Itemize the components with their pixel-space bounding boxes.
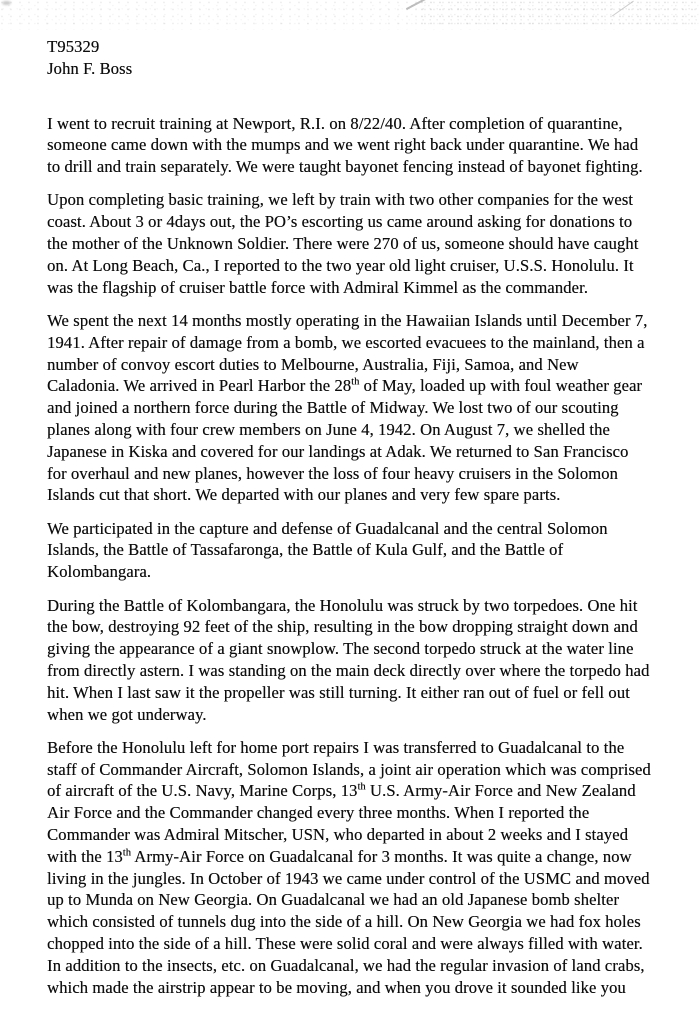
paragraph [47,737,674,999]
paragraph [47,595,674,726]
text-line: planes along with four crew members on June 4, 1942. On August 7, we shelled the [47,419,610,439]
text-line: number of convoy escort duties to Melbourne, Australia, Fiji, Samoa, and New [47,354,579,374]
text-line: staff of Commander Aircraft, Solomon Islands, a joint air operation which was comprised [47,759,651,779]
text-line: chopped into the side of a hill. These were solid coral and were always filled with water. [47,933,643,953]
text-line: the bow, destroying 92 feet of the ship, resulting in the bow dropping straight down and [47,617,638,637]
scan-noise-artifact [420,0,700,26]
text-line: which consisted of tunnels dug into the side of a hill. On New Georgia we had fox holes [47,912,641,932]
scan-scratch-artifact [612,1,634,17]
text-line: We participated in the capture and defense of Guadalcanal and the central Solomon [47,518,608,538]
text-line: During the Battle of Kolombangara, the Honolulu was struck by two torpedoes. One hit [47,595,638,615]
text-line: to drill and train separately. We were taught bayonet fencing instead of bayonet fighting. [47,157,643,177]
document-content [47,36,674,1010]
paragraph [47,310,674,506]
text-line: Upon completing basic training, we left by train with two other companies for the west [47,190,634,210]
text-line: Caladonia. We arrived in Pearl Harbor the 28th of May, loaded up with foul weather gear [47,376,643,396]
document-header [47,36,674,80]
text-line: giving the appearance of a giant snowplow. The second torpedo struck at the water line [47,639,634,659]
scan-scratch-artifact [406,0,426,10]
text-line: was the flagship of cruiser battle force with Admiral Kimmel as the commander. [47,277,588,297]
text-line: for overhaul and new planes, however the loss of four heavy cruisers in the Solomon [47,463,618,483]
text-line: Before the Honolulu left for home port repairs I was transferred to Guadalcanal to the [47,737,625,757]
text-line: In addition to the insects, etc. on Guadalcanal, we had the regular invasion of land crabs, [47,955,645,975]
text-line: 1941. After repair of damage from a bomb, we escorted evacuees to the mainland, then a [47,332,645,352]
text-line: We spent the next 14 months mostly operating in the Hawaiian Islands until December 7, [47,310,648,330]
text-line: which made the airstrip appear to be moving, and when you drove it sounded like you [47,977,626,997]
scan-noise-artifact [0,0,700,30]
document-body [47,113,674,999]
text-line: Islands, the Battle of Tassafaronga, the Battle of Kula Gulf, and the Battle of [47,540,564,560]
text-line: someone came down with the mumps and we went right back under quarantine. We had [47,135,639,155]
text-line: up to Munda on New Georgia. On Guadalcanal we had an old Japanese bomb shelter [47,890,619,910]
text-line: Commander was Admiral Mitscher, USN, who departed in about 2 weeks and I stayed [47,825,628,844]
text-line: hit. When I last saw it the propeller was still turning. It either ran out of fuel or fell out [47,682,630,702]
paragraph [47,518,674,583]
text-line: Japanese in Kiska and covered for our landings at Adak. We returned to San Francisco [47,441,629,461]
text-line: Kolombangara. [47,562,152,582]
text-line: coast. About 3 or 4days out, the PO’s escorting us came around asking for donations to [47,212,633,232]
document-id: T95329 [47,37,100,56]
text-line: on. At Long Beach, Ca., I reported to the two year old light cruiser, U.S.S. Honolulu. It [47,255,634,275]
text-line: living in the jungles. In October of 1943 we came under control of the USMC and moved [47,868,650,888]
scan-smudge-artifact [2,1,11,5]
text-line: when we got underway. [47,704,207,724]
text-line: of aircraft of the U.S. Navy, Marine Corps, 13th U.S. Army-Air Force and New Zealand [47,781,636,801]
paragraph [47,113,674,178]
text-line: and joined a northern force during the Battle of Midway. We lost two of our scouting [47,398,619,418]
text-line: Islands cut that short. We departed with our planes and very few spare parts. [47,485,561,505]
text-line: with the 13th Army-Air Force on Guadalcanal for 3 months. It was quite a change, now [47,846,632,866]
paragraph [47,189,674,298]
text-line: the mother of the Unknown Soldier. There were 270 of us, someone should have caught [47,234,639,254]
text-line: from directly astern. I was standing on the main deck directly over where the torpedo had [47,660,650,680]
text-line: I went to recruit training at Newport, R.I. on 8/22/40. After completion of quarantine, [47,113,623,133]
text-line: Air Force and the Commander changed every three months. When I reported the [47,803,590,823]
document-author: John F. Boss [47,58,133,78]
